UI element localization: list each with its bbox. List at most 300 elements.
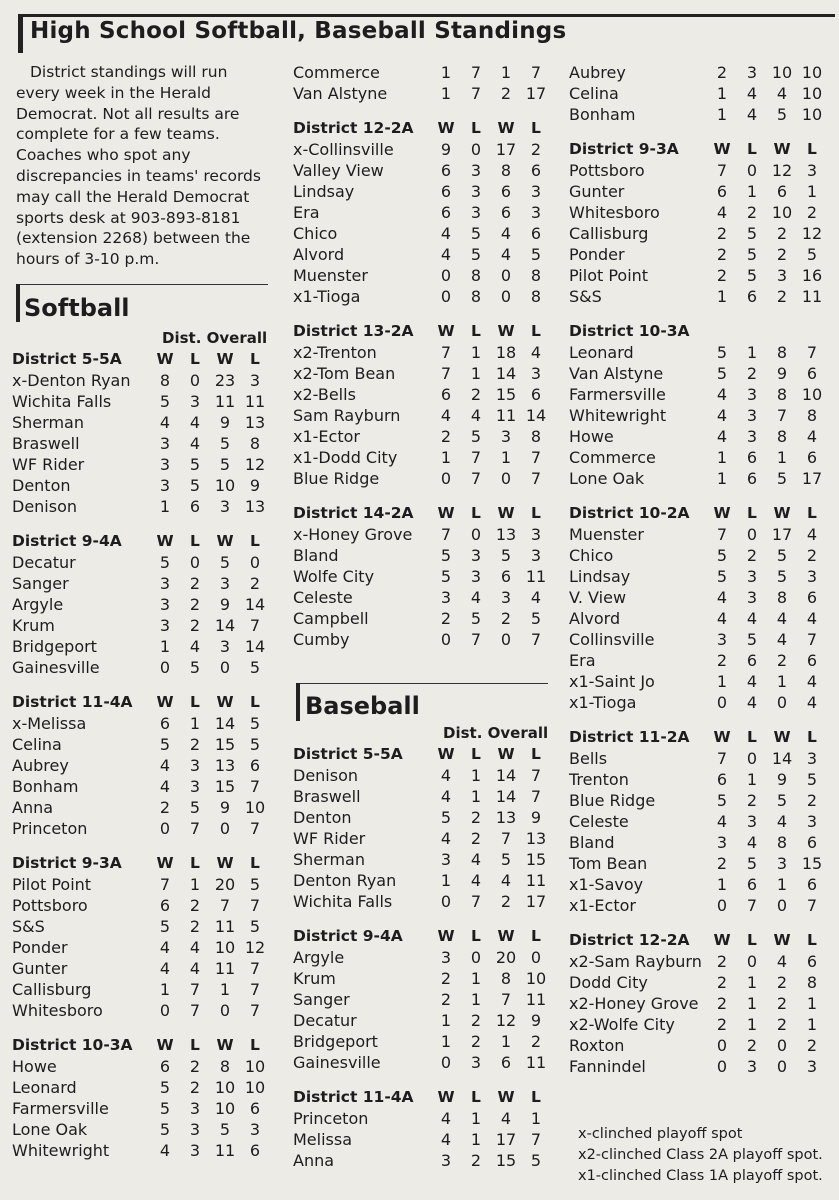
record-value: 11 [214,959,236,978]
record-value: 5 [189,658,201,677]
record-value: 5 [716,546,728,565]
record-value: 10 [801,84,823,103]
record-value: 11 [801,287,823,306]
district-header [293,744,555,765]
record-value: 6 [746,287,758,306]
record-value: 5 [530,245,542,264]
record-value: 7 [530,63,542,82]
team-row [293,286,555,307]
team-row [569,769,831,790]
column-header: L [747,140,757,158]
district-block [12,349,274,517]
team-name: S&S [12,917,45,936]
record-value: 0 [716,896,728,915]
record-value: 2 [470,829,482,848]
record-value: 0 [440,266,452,285]
district-block [293,503,555,650]
team-row [293,765,555,786]
record-value: 1 [159,980,171,999]
record-value: 1 [440,63,452,82]
district-name: District 9-4A [12,532,122,550]
team-name: Pottsboro [12,896,88,915]
column-header: W [773,504,791,522]
record-value: 0 [716,1057,728,1076]
district-name: District 11-4A [12,693,133,711]
record-value: 13 [244,413,266,432]
record-value: 5 [219,553,231,572]
column-header: L [531,745,541,763]
record-value: 2 [500,892,512,911]
record-value: 1 [716,105,728,124]
record-value: 5 [159,735,171,754]
column-header: W [156,1036,174,1054]
record-value: 4 [189,637,201,656]
record-value: 3 [746,427,758,446]
record-value: 6 [776,182,788,201]
record-value: 13 [214,756,236,775]
record-value: 5 [716,567,728,586]
team-row [569,104,831,125]
team-row [293,160,555,181]
district-name: District 5-5A [293,745,403,763]
column-header: L [471,504,481,522]
record-value: 1 [806,1015,818,1034]
record-value: 2 [716,63,728,82]
column-header: L [250,350,260,368]
record-value: 7 [249,819,261,838]
column-header: L [807,140,817,158]
record-value: 0 [746,161,758,180]
record-value: 8 [776,588,788,607]
district-name: District 9-3A [12,854,122,872]
record-value: 3 [159,595,171,614]
district-header [569,139,831,160]
record-value: 10 [801,105,823,124]
record-value: 7 [530,787,542,806]
team-row [569,629,831,650]
team-name: Whitewright [569,406,667,425]
record-value: 0 [500,630,512,649]
team-row [293,524,555,545]
district-header [569,503,831,524]
record-value: 7 [440,525,452,544]
record-value: 4 [716,609,728,628]
column-header: W [713,140,731,158]
dist-overall-header [293,724,555,744]
team-name: x-Honey Grove [293,525,413,544]
team-name: Van Alstyne [569,364,664,383]
intro-paragraph [16,62,272,270]
team-row [12,1056,274,1077]
softball-rule [16,284,268,285]
record-value: 12 [244,938,266,957]
district-block [12,853,274,1021]
team-name: x1-Tioga [569,693,637,712]
record-value: 1 [716,672,728,691]
team-row [12,391,274,412]
district-name: District 12-2A [569,931,690,949]
record-value: 14 [525,406,547,425]
record-value: 7 [530,1130,542,1149]
record-value: 8 [806,973,818,992]
column-header: W [156,532,174,550]
team-name: S&S [569,287,602,306]
record-value: 9 [530,1011,542,1030]
team-name: Chico [293,224,338,243]
team-row [293,608,555,629]
record-value: 1 [470,343,482,362]
team-row [12,776,274,797]
record-value: 2 [776,245,788,264]
record-value: 4 [806,672,818,691]
team-name: Blue Ridge [569,791,656,810]
record-value: 20 [214,875,236,894]
team-row [12,496,274,517]
record-value: 2 [470,385,482,404]
team-name: Ponder [569,245,625,264]
record-value: 5 [806,245,818,264]
record-value: 13 [244,497,266,516]
district-block [293,1087,555,1171]
team-name: Whitesboro [12,1001,103,1020]
record-value: 6 [806,448,818,467]
record-value: 1 [806,994,818,1013]
team-name: Lone Oak [12,1120,88,1139]
team-name: x2-Trenton [293,343,377,362]
record-value: 0 [440,892,452,911]
record-value: 4 [159,777,171,796]
record-value: 5 [159,917,171,936]
record-value: 2 [716,854,728,873]
record-value: 2 [716,266,728,285]
team-name: Bridgeport [293,1032,378,1051]
record-value: 6 [189,497,201,516]
team-row [569,748,831,769]
record-value: 6 [159,896,171,915]
team-row [12,615,274,636]
team-name: x2-Honey Grove [569,994,699,1013]
column-2 [293,62,555,664]
record-value: 4 [806,609,818,628]
team-row [12,937,274,958]
team-row [12,1077,274,1098]
district-block [569,62,831,125]
record-value: 2 [249,574,261,593]
team-row [293,566,555,587]
team-row [569,62,831,83]
record-value: 11 [244,392,266,411]
team-name: Anna [12,798,54,817]
record-value: 4 [776,952,788,971]
record-value: 14 [214,616,236,635]
record-value: 4 [440,224,452,243]
team-row [293,181,555,202]
team-name: Fannindel [569,1057,646,1076]
team-row [12,412,274,433]
record-value: 5 [470,609,482,628]
column-header: W [437,322,455,340]
team-row [12,1000,274,1021]
team-row [293,265,555,286]
team-row [569,202,831,223]
team-row [569,832,831,853]
district-header [12,531,274,552]
record-value: 8 [530,266,542,285]
record-value: 0 [530,948,542,967]
record-value: 0 [159,658,171,677]
record-value: 2 [806,203,818,222]
team-row [569,244,831,265]
record-value: 4 [716,427,728,446]
record-value: 5 [159,553,171,572]
team-row [293,545,555,566]
district-name: District 9-4A [293,927,403,945]
column-header: W [156,350,174,368]
record-value: 11 [214,392,236,411]
team-row [569,426,831,447]
column-header: L [807,504,817,522]
column-header: L [190,350,200,368]
team-row [293,629,555,650]
team-row [293,202,555,223]
team-name: Muenster [569,525,644,544]
team-row [293,807,555,828]
team-name: Gainesville [293,1053,381,1072]
record-value: 1 [716,469,728,488]
record-value: 4 [470,871,482,890]
team-row [569,587,831,608]
team-row [12,979,274,1000]
team-name: Blue Ridge [293,469,380,488]
record-value: 2 [189,595,201,614]
record-value: 7 [159,875,171,894]
team-row [569,405,831,426]
district-header [293,503,555,524]
record-value: 0 [219,819,231,838]
record-value: 7 [530,469,542,488]
team-name: Denison [12,497,78,516]
team-row [293,139,555,160]
record-value: 3 [470,161,482,180]
record-value: 3 [249,371,261,390]
record-value: 2 [189,735,201,754]
record-value: 8 [776,833,788,852]
record-value: 8 [806,406,818,425]
district-header [12,692,274,713]
column-header: W [437,1088,455,1106]
record-value: 5 [159,1078,171,1097]
record-value: 7 [470,892,482,911]
record-value: 0 [159,1001,171,1020]
record-value: 13 [495,808,517,827]
record-value: 3 [746,406,758,425]
record-value: 5 [440,567,452,586]
record-value: 2 [189,1057,201,1076]
record-value: 6 [746,448,758,467]
record-value: 0 [716,1036,728,1055]
record-value: 3 [470,546,482,565]
column-header: L [471,322,481,340]
record-value: 4 [440,787,452,806]
team-row [569,1035,831,1056]
column-header: W [216,350,234,368]
record-value: 16 [801,266,823,285]
team-name: x1-Ector [569,896,636,915]
record-value: 1 [470,766,482,785]
team-name: Aubrey [12,756,69,775]
record-value: 3 [159,455,171,474]
record-value: 9 [440,140,452,159]
team-name: Celeste [569,812,629,831]
record-value: 5 [776,791,788,810]
record-value: 4 [746,672,758,691]
record-value: 4 [189,938,201,957]
team-name: Leonard [12,1078,77,1097]
team-row [569,1014,831,1035]
softball-bar [16,284,20,322]
column-header: W [216,854,234,872]
team-row [569,972,831,993]
record-value: 1 [189,714,201,733]
team-name: Collinsville [569,630,655,649]
district-name: District 11-4A [293,1088,414,1106]
record-value: 4 [500,871,512,890]
team-row [293,947,555,968]
record-value: 5 [470,427,482,446]
record-value: 6 [806,651,818,670]
team-name: Callisburg [12,980,92,999]
column-header: W [713,931,731,949]
team-name: x-Collinsville [293,140,394,159]
record-value: 2 [806,791,818,810]
district-block [293,926,555,1073]
record-value: 2 [189,1078,201,1097]
record-value: 5 [746,224,758,243]
record-value: 3 [746,1057,758,1076]
record-value: 0 [470,140,482,159]
team-name: Campbell [293,609,369,628]
team-name: Lindsay [569,567,631,586]
record-value: 5 [159,1099,171,1118]
headline: High School Softball, Baseball Standings [30,18,567,44]
team-row [569,524,831,545]
team-name: x2-Sam Rayburn [569,952,702,971]
district-name: District 10-3A [12,1036,133,1054]
record-value: 5 [776,469,788,488]
team-name: x-Denton Ryan [12,371,131,390]
record-value: 7 [716,525,728,544]
team-name: Krum [293,969,336,988]
record-value: 3 [530,182,542,201]
record-value: 8 [249,434,261,453]
record-value: 3 [440,588,452,607]
team-row [12,713,274,734]
column-header: L [531,927,541,945]
team-row [293,83,555,104]
team-name: Alvord [293,245,345,264]
record-value: 4 [159,413,171,432]
column-header: W [156,693,174,711]
record-value: 1 [776,448,788,467]
record-value: 6 [440,182,452,201]
record-value: 11 [525,990,547,1009]
team-row [569,545,831,566]
team-name: Roxton [569,1036,625,1055]
team-row [12,573,274,594]
record-value: 6 [806,875,818,894]
record-value: 1 [746,973,758,992]
district-header [293,1087,555,1108]
team-name: Commerce [569,448,656,467]
record-value: 5 [806,770,818,789]
record-value: 9 [530,808,542,827]
district-name: District 12-2A [293,119,414,137]
record-value: 4 [776,630,788,649]
team-name: x1-Tioga [293,287,361,306]
record-value: 5 [500,546,512,565]
district-block [293,321,555,489]
team-row [569,468,831,489]
record-value: 5 [440,808,452,827]
record-value: 8 [159,371,171,390]
record-value: 2 [470,1011,482,1030]
district-name: District 10-3A [569,322,690,340]
record-value: 3 [159,616,171,635]
record-value: 4 [159,1141,171,1160]
record-value: 4 [440,406,452,425]
record-value: 3 [470,203,482,222]
record-value: 3 [159,476,171,495]
record-value: 1 [746,343,758,362]
record-value: 3 [189,1141,201,1160]
team-row [569,384,831,405]
record-value: 4 [440,245,452,264]
record-value: 7 [806,343,818,362]
record-value: 10 [214,476,236,495]
team-name: x-Melissa [12,714,87,733]
record-value: 2 [440,427,452,446]
record-value: 4 [470,850,482,869]
record-value: 4 [159,756,171,775]
record-value: 5 [500,850,512,869]
record-value: 5 [249,714,261,733]
team-name: Denton [293,808,352,827]
record-value: 2 [440,969,452,988]
team-name: Krum [12,616,55,635]
column-header: L [250,532,260,550]
record-value: 2 [189,917,201,936]
team-row [293,1031,555,1052]
team-name: Princeton [12,819,88,838]
district-name: District 10-2A [569,504,690,522]
record-value: 10 [771,63,793,82]
record-value: 3 [746,63,758,82]
record-value: 4 [716,406,728,425]
record-value: 9 [219,413,231,432]
team-row [569,671,831,692]
record-value: 2 [776,287,788,306]
record-value: 3 [189,392,201,411]
team-name: x1-Saint Jo [569,672,655,691]
column-2-baseball [293,724,555,1185]
column-header: W [437,504,455,522]
district-block [12,531,274,678]
team-row [569,83,831,104]
record-value: 10 [214,1099,236,1118]
record-value: 0 [776,896,788,915]
record-value: 6 [500,182,512,201]
record-value: 5 [470,224,482,243]
